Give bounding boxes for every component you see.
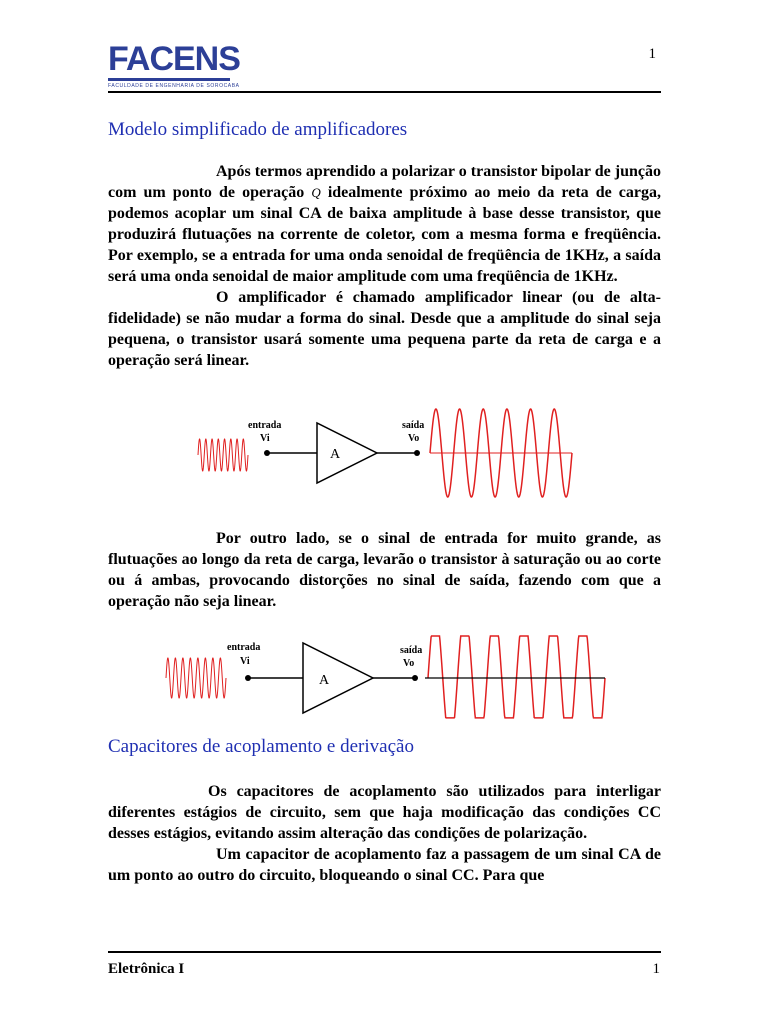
section1-body [108,161,661,371]
input-var: Vi [240,656,250,667]
paragraph-intro-part1: Após termos aprendido a polarizar o transistor bipolar de junção com um ponto de operação [108,163,661,201]
paragraph-linear-amplifier: O amplificador é chamado amplificador linear (ou de alta-fidelidade) se não mudar a forma do sinal. Desde que a amplitude do sinal seja pequena, o transistor usará somente uma pequena parte da reta de carga e a operação será linear. [108,289,661,369]
input-sine-wave [198,439,248,471]
amplifier-triangle [303,643,373,713]
facens-logo [108,40,240,89]
logo-subtitle: FACULDADE DE ENGENHARIA DE SOROCABA [108,83,240,89]
section-title-coupling-capacitors: Capacitores de acoplamento e derivação [108,736,414,757]
output-node [412,675,418,681]
input-var: Vi [260,433,270,444]
footer-rule [108,951,661,953]
paragraph-coupling-intro: Os capacitores de acoplamento são utilizados para interligar diferentes estágios de circuito, sem que haja modificação das condições CC desses estágios, evitando assim alteração das condições de polarização. [108,783,661,842]
footer-course-title: Eletrônica I [108,961,185,977]
input-label: entrada [248,420,282,431]
section1-body-continued [108,528,661,612]
paragraph-intro [108,161,661,287]
output-node [414,450,420,456]
amplifier-label: A [330,447,341,462]
input-sine-wave [166,658,226,698]
logo-underline [108,78,230,81]
header-rule [108,91,661,93]
paragraph-intro-part2: idealmente próximo ao meio da reta de carga, podemos acoplar um sinal CA de baixa amplitude à base desse transistor, que produzirá flutuações na corrente de coletor, com a mesma forma e freqüência. Por exemplo, se a entrada for uma onda senoidal de freqüência de 1KHz, a saída será uma onda senoidal de maior amplitude com uma freqüência de 1KHz. [108,184,662,285]
amplifier-label: A [319,673,330,688]
clipped-amplifier-diagram [160,630,610,730]
output-var: Vo [408,433,420,444]
linear-amplifier-diagram [190,405,580,505]
input-label: entrada [227,642,261,653]
output-label: saída [400,645,423,656]
page-number-top: 1 [648,46,656,62]
paragraph-coupling-detail: Um capacitor de acoplamento faz a passagem de um sinal CA de um ponto ao outro do circuito, bloqueando o sinal CC. Para que [108,846,661,884]
output-var: Vo [403,658,415,669]
section2-body [108,781,661,886]
amplifier-triangle [317,423,377,483]
output-label: saída [402,420,425,431]
section-title-amplifier-model: Modelo simplificado de amplificadores [108,119,408,140]
paragraph-distortion: Por outro lado, se o sinal de entrada for muito grande, as flutuações ao longo da reta de carga, levarão o transistor à saturação ou ao corte ou á ambas, provocando distorções no sinal de saída, fazendo com que a operação não seja linear. [108,530,661,610]
page-number-bottom: 1 [652,961,660,977]
logo-wordmark: FACENS [108,40,240,78]
q-symbol: Q [311,185,321,200]
output-clipped-wave [428,636,605,718]
